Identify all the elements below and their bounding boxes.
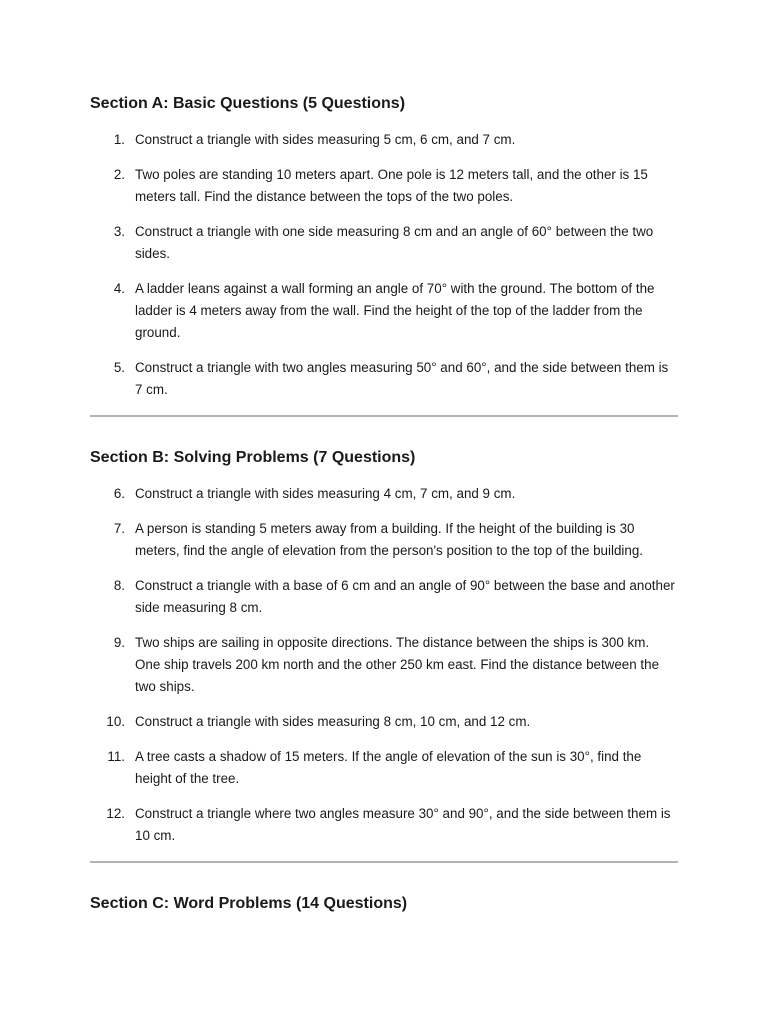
question-item (90, 357, 678, 401)
question-item (90, 164, 678, 208)
question-text: Construct a triangle where two angles measure 30° and 90°, and the side between them is 10 cm. (135, 806, 671, 843)
question-item (90, 221, 678, 265)
question-text: Two poles are standing 10 meters apart. One pole is 12 meters tall, and the other is 15 meters tall. Find the distance between the tops of the two poles. (135, 167, 648, 204)
section-divider (90, 861, 678, 863)
question-item (90, 129, 678, 151)
question-number: 10. (106, 714, 125, 729)
question-item (90, 711, 678, 733)
question-item (90, 278, 678, 344)
question-text: A tree casts a shadow of 15 meters. If the angle of elevation of the sun is 30°, find the height of the tree. (135, 749, 642, 786)
question-text: Construct a triangle with one side measuring 8 cm and an angle of 60° between the two sides. (135, 224, 654, 261)
question-text: Construct a triangle with two angles measuring 50° and 60°, and the side between them is 7 cm. (135, 360, 669, 397)
section-b-title: Section B: Solving Problems (7 Questions) (90, 449, 416, 466)
question-text: Construct a triangle with sides measuring 8 cm, 10 cm, and 12 cm. (135, 714, 531, 729)
question-number: 9. (113, 635, 125, 650)
question-text: A ladder leans against a wall forming an angle of 70° with the ground. The bottom of the ladder is 4 meters away from the wall. Find the height of the top of the ladder from the ground. (135, 281, 655, 340)
question-number: 7. (113, 521, 125, 536)
question-text: Construct a triangle with a base of 6 cm and an angle of 90° between the base and another side measuring 8 cm. (135, 578, 675, 615)
section-divider (90, 415, 678, 417)
question-text: Two ships are sailing in opposite directions. The distance between the ships is 300 km. One ship travels 200 km north and the other 250 km east. Find the distance between the two ships. (135, 635, 660, 694)
question-item (90, 483, 678, 505)
question-number: 1. (113, 132, 125, 147)
question-number: 8. (113, 578, 125, 593)
question-number: 6. (113, 486, 125, 501)
question-text: Construct a triangle with sides measuring 4 cm, 7 cm, and 9 cm. (135, 486, 516, 501)
question-number: 4. (113, 281, 125, 296)
question-text: Construct a triangle with sides measuring 5 cm, 6 cm, and 7 cm. (135, 132, 516, 147)
question-number: 5. (113, 360, 125, 375)
section-a-questions (90, 129, 678, 401)
question-item (90, 575, 678, 619)
question-number: 12. (106, 806, 125, 821)
question-text: A person is standing 5 meters away from a building. If the height of the building is 30 meters, find the angle of elevation from the person's position to the top of the building. (135, 521, 643, 558)
question-item (90, 803, 678, 847)
question-item (90, 518, 678, 562)
question-item (90, 632, 678, 698)
question-number: 3. (113, 224, 125, 239)
question-number: 11. (107, 749, 125, 764)
section-c-title: Section C: Word Problems (14 Questions) (90, 895, 408, 912)
section-b-questions (90, 483, 678, 847)
question-item (90, 746, 678, 790)
section-a-title: Section A: Basic Questions (5 Questions) (90, 95, 406, 112)
worksheet-page (90, 92, 678, 916)
question-number: 2. (113, 167, 125, 182)
